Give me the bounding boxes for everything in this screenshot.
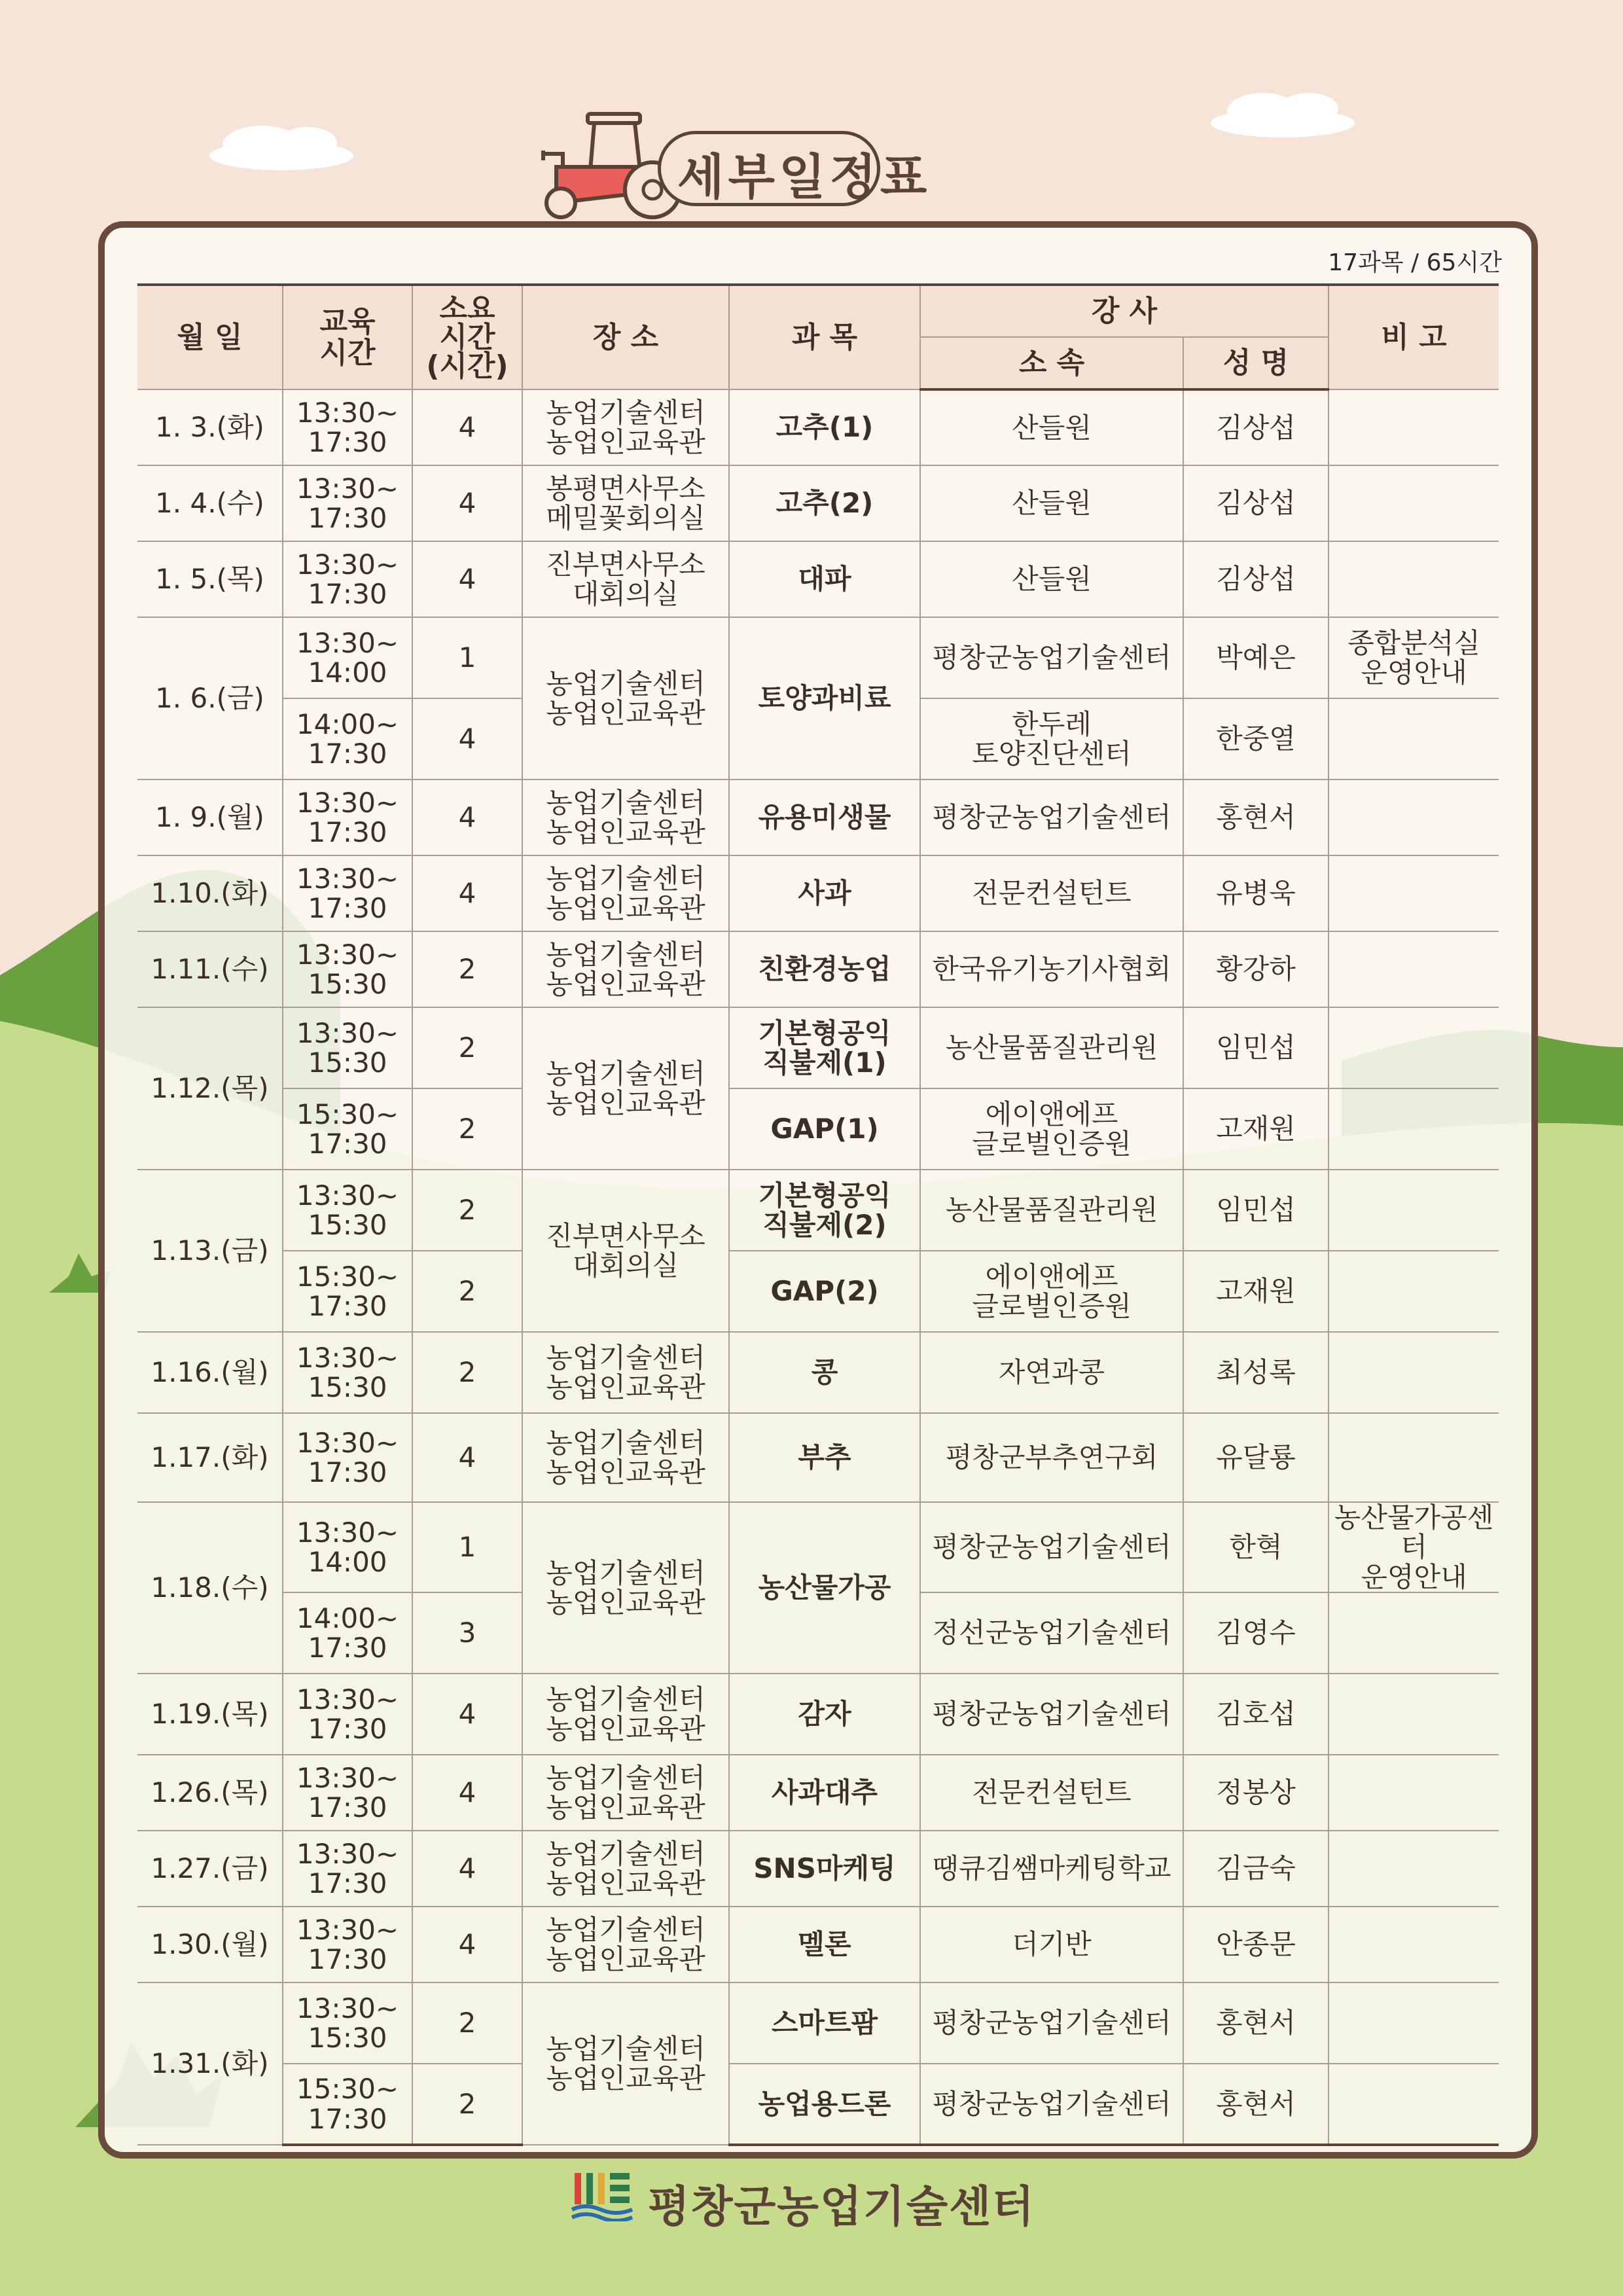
table-row [137, 931, 1499, 1007]
table-row [137, 1332, 1499, 1413]
cell-place: 진부면사무소 대회의실 [522, 541, 729, 617]
table-row [137, 1088, 1499, 1170]
cell-name: 유달룡 [1183, 1413, 1329, 1502]
cell-place: 농업기술센터 농업인교육관 [522, 1831, 729, 1907]
cell-hours: 4 [412, 855, 522, 931]
cell-note [1329, 1170, 1499, 1251]
header-subject: 과 목 [729, 285, 920, 389]
cell-subject: 고추(1) [729, 389, 920, 465]
cell-time: 13:30~ 14:00 [283, 617, 412, 698]
cell-org: 한국유기농기사협회 [920, 931, 1183, 1007]
cell-time: 14:00~ 17:30 [283, 1592, 412, 1674]
cell-name: 한중열 [1183, 698, 1329, 780]
cell-date: 1.26.(목) [137, 1755, 283, 1831]
cell-name: 홍현서 [1183, 780, 1329, 855]
cell-date: 1.11.(수) [137, 931, 283, 1007]
cell-hours: 3 [412, 1592, 522, 1674]
cell-hours: 4 [412, 389, 522, 465]
table-row [137, 617, 1499, 698]
cell-subject: 유용미생물 [729, 780, 920, 855]
table-row [137, 1007, 1499, 1088]
cell-place: 농업기술센터 농업인교육관 [522, 855, 729, 931]
cell-time: 15:30~ 17:30 [283, 1251, 412, 1332]
cell-name: 김호섭 [1183, 1674, 1329, 1755]
cell-hours: 2 [412, 1007, 522, 1088]
cell-subject: 사과 [729, 855, 920, 931]
cell-note [1329, 1592, 1499, 1674]
cell-org: 정선군농업기술센터 [920, 1592, 1183, 1674]
cell-subject: 멜론 [729, 1907, 920, 1982]
cell-subject: GAP(2) [729, 1251, 920, 1332]
cell-subject: 감자 [729, 1674, 920, 1755]
cell-date: 1. 5.(목) [137, 541, 283, 617]
course-summary: 17과목 / 65시간 [1328, 249, 1502, 276]
cell-place: 농업기술센터 농업인교육관 [522, 1982, 729, 2145]
cell-note [1329, 931, 1499, 1007]
cell-org: 땡큐김쌤마케팅학교 [920, 1831, 1183, 1907]
cell-note [1329, 1982, 1499, 2064]
cell-hours: 2 [412, 1088, 522, 1170]
cell-hours: 1 [412, 1502, 522, 1592]
cell-name: 김상섭 [1183, 389, 1329, 465]
cell-hours: 2 [412, 1251, 522, 1332]
header-hours: 소요 시간 (시간) [412, 285, 522, 389]
schedule-body [137, 389, 1499, 2145]
cell-note [1329, 2064, 1499, 2145]
cell-place: 농업기술센터 농업인교육관 [522, 780, 729, 855]
cell-time: 13:30~ 17:30 [283, 855, 412, 931]
table-row [137, 465, 1499, 541]
cell-org: 더기반 [920, 1907, 1183, 1982]
cell-note [1329, 1332, 1499, 1413]
table-row [137, 1170, 1499, 1251]
cell-place: 농업기술센터 농업인교육관 [522, 931, 729, 1007]
cell-note [1329, 1755, 1499, 1831]
cell-name: 고재원 [1183, 1088, 1329, 1170]
cell-name: 최성록 [1183, 1332, 1329, 1413]
cell-time: 13:30~ 17:30 [283, 780, 412, 855]
cell-org: 평창군부추연구회 [920, 1413, 1183, 1502]
table-row [137, 1413, 1499, 1502]
cell-hours: 2 [412, 1170, 522, 1251]
cell-note: 농산물가공센터 운영안내 [1329, 1502, 1499, 1592]
cell-subject: GAP(1) [729, 1088, 920, 1170]
cell-note [1329, 1088, 1499, 1170]
cell-subject: 친환경농업 [729, 931, 920, 1007]
page-title: 세부일정표 [677, 149, 931, 206]
cell-time: 13:30~ 15:30 [283, 1982, 412, 2064]
cell-org: 평창군농업기술센터 [920, 2064, 1183, 2145]
cell-name: 임민섭 [1183, 1170, 1329, 1251]
table-row [137, 541, 1499, 617]
cell-org: 평창군농업기술센터 [920, 617, 1183, 698]
cell-time: 13:30~ 17:30 [283, 1413, 412, 1502]
cell-org: 평창군농업기술센터 [920, 780, 1183, 855]
cell-name: 황강하 [1183, 931, 1329, 1007]
cell-name: 임민섭 [1183, 1007, 1329, 1088]
cell-org: 한두레 토양진단센터 [920, 698, 1183, 780]
cell-note [1329, 1907, 1499, 1982]
header-org: 소 속 [920, 337, 1183, 389]
table-row [137, 1755, 1499, 1831]
footer-agency-name: 평창군농업기술센터 [648, 2181, 1035, 2232]
cell-org: 자연과콩 [920, 1332, 1183, 1413]
cell-subject: 스마트팜 [729, 1982, 920, 2064]
table-row [137, 2064, 1499, 2145]
table-row [137, 780, 1499, 855]
cell-place: 농업기술센터 농업인교육관 [522, 1413, 729, 1502]
cell-time: 15:30~ 17:30 [283, 1088, 412, 1170]
cell-hours: 2 [412, 1332, 522, 1413]
header-time: 교육 시간 [283, 285, 412, 389]
cell-place: 농업기술센터 농업인교육관 [522, 1332, 729, 1413]
cell-name: 김영수 [1183, 1592, 1329, 1674]
cell-note [1329, 780, 1499, 855]
cell-name: 홍현서 [1183, 1982, 1329, 2064]
title-banner [537, 105, 1008, 229]
table-row [137, 1502, 1499, 1592]
cell-subject: 기본형공익 직불제(2) [729, 1170, 920, 1251]
cell-date: 1. 4.(수) [137, 465, 283, 541]
cell-place: 농업기술센터 농업인교육관 [522, 1502, 729, 1674]
cell-time: 13:30~ 15:30 [283, 1170, 412, 1251]
cell-hours: 4 [412, 698, 522, 780]
cell-hours: 4 [412, 1831, 522, 1907]
cell-hours: 4 [412, 465, 522, 541]
header-name: 성 명 [1183, 337, 1329, 389]
cell-time: 14:00~ 17:30 [283, 698, 412, 780]
cell-date: 1.30.(월) [137, 1907, 283, 1982]
cell-org: 산들원 [920, 389, 1183, 465]
cell-date: 1.12.(목) [137, 1007, 283, 1170]
header-place: 장 소 [522, 285, 729, 389]
cell-place: 농업기술센터 농업인교육관 [522, 1674, 729, 1755]
cell-time: 13:30~ 17:30 [283, 1755, 412, 1831]
cell-place: 농업기술센터 농업인교육관 [522, 1755, 729, 1831]
cell-hours: 4 [412, 1907, 522, 1982]
cell-note [1329, 389, 1499, 465]
cell-subject: 사과대추 [729, 1755, 920, 1831]
cell-subject: 고추(2) [729, 465, 920, 541]
cell-note [1329, 1831, 1499, 1907]
table-row [137, 389, 1499, 465]
cell-time: 13:30~ 17:30 [283, 1907, 412, 1982]
cell-time: 13:30~ 15:30 [283, 1007, 412, 1088]
cell-name: 김상섭 [1183, 541, 1329, 617]
cell-subject: SNS마케팅 [729, 1831, 920, 1907]
cell-note [1329, 541, 1499, 617]
cell-place: 농업기술센터 농업인교육관 [522, 1907, 729, 1982]
cell-time: 13:30~ 14:00 [283, 1502, 412, 1592]
cell-hours: 4 [412, 1755, 522, 1831]
cell-place: 봉평면사무소 메밀꽃회의실 [522, 465, 729, 541]
cell-place: 농업기술센터 농업인교육관 [522, 617, 729, 780]
agency-logo-icon [569, 2169, 635, 2221]
table-row [137, 1251, 1499, 1332]
cell-org: 산들원 [920, 541, 1183, 617]
cell-name: 고재원 [1183, 1251, 1329, 1332]
cell-note [1329, 1674, 1499, 1755]
cell-time: 13:30~ 17:30 [283, 541, 412, 617]
cell-subject: 농산물가공 [729, 1502, 920, 1674]
cell-hours: 2 [412, 931, 522, 1007]
cell-hours: 4 [412, 541, 522, 617]
cell-place: 농업기술센터 농업인교육관 [522, 1007, 729, 1170]
cell-date: 1. 6.(금) [137, 617, 283, 780]
header-note: 비 고 [1329, 285, 1499, 389]
cell-org: 전문컨설턴트 [920, 855, 1183, 931]
cell-hours: 4 [412, 780, 522, 855]
cell-hours: 1 [412, 617, 522, 698]
cell-hours: 4 [412, 1413, 522, 1502]
cell-note [1329, 1251, 1499, 1332]
cell-note [1329, 1413, 1499, 1502]
cell-note [1329, 1007, 1499, 1088]
cell-date: 1.31.(화) [137, 1982, 283, 2145]
schedule-table [137, 283, 1499, 2146]
cell-time: 13:30~ 17:30 [283, 1674, 412, 1755]
cell-date: 1.13.(금) [137, 1170, 283, 1332]
cell-org: 에이앤에프 글로벌인증원 [920, 1088, 1183, 1170]
cell-time: 15:30~ 17:30 [283, 2064, 412, 2145]
cell-name: 유병욱 [1183, 855, 1329, 931]
cell-time: 13:30~ 17:30 [283, 389, 412, 465]
cell-date: 1.27.(금) [137, 1831, 283, 1907]
cell-note [1329, 698, 1499, 780]
cell-date: 1.16.(월) [137, 1332, 283, 1413]
cell-hours: 2 [412, 1982, 522, 2064]
table-row [137, 855, 1499, 931]
cell-date: 1. 3.(화) [137, 389, 283, 465]
cell-name: 김금숙 [1183, 1831, 1329, 1907]
cell-date: 1. 9.(월) [137, 780, 283, 855]
footer-brand [563, 2166, 1060, 2232]
cell-hours: 4 [412, 1674, 522, 1755]
cell-org: 평창군농업기술센터 [920, 1982, 1183, 2064]
cell-date: 1.10.(화) [137, 855, 283, 931]
cell-hours: 2 [412, 2064, 522, 2145]
cell-date: 1.19.(목) [137, 1674, 283, 1755]
cell-org: 평창군농업기술센터 [920, 1502, 1183, 1592]
cell-note [1329, 465, 1499, 541]
cell-subject: 대파 [729, 541, 920, 617]
cell-name: 한혁 [1183, 1502, 1329, 1592]
cell-name: 김상섭 [1183, 465, 1329, 541]
cell-note: 종합분석실 운영안내 [1329, 617, 1499, 698]
cell-date: 1.17.(화) [137, 1413, 283, 1502]
cell-note [1329, 855, 1499, 931]
cell-org: 산들원 [920, 465, 1183, 541]
table-row [137, 1907, 1499, 1982]
cell-subject: 농업용드론 [729, 2064, 920, 2145]
schedule-card [98, 221, 1538, 2159]
cell-date: 1.18.(수) [137, 1502, 283, 1674]
cell-org: 평창군농업기술센터 [920, 1674, 1183, 1755]
cell-subject: 콩 [729, 1332, 920, 1413]
cell-org: 농산물품질관리원 [920, 1170, 1183, 1251]
cell-name: 홍현서 [1183, 2064, 1329, 2145]
cell-org: 에이앤에프 글로벌인증원 [920, 1251, 1183, 1332]
header-date: 월 일 [137, 285, 283, 389]
cell-name: 박예은 [1183, 617, 1329, 698]
cell-place: 농업기술센터 농업인교육관 [522, 389, 729, 465]
cell-org: 전문컨설턴트 [920, 1755, 1183, 1831]
cell-subject: 기본형공익 직불제(1) [729, 1007, 920, 1088]
cell-name: 정봉상 [1183, 1755, 1329, 1831]
table-row [137, 1831, 1499, 1907]
table-row [137, 1674, 1499, 1755]
table-row [137, 1982, 1499, 2064]
cell-place: 진부면사무소 대회의실 [522, 1170, 729, 1332]
cell-time: 13:30~ 17:30 [283, 1831, 412, 1907]
cell-subject: 토양과비료 [729, 617, 920, 780]
cell-subject: 부추 [729, 1413, 920, 1502]
cell-time: 13:30~ 15:30 [283, 1332, 412, 1413]
cell-org: 농산물품질관리원 [920, 1007, 1183, 1088]
cell-time: 13:30~ 17:30 [283, 465, 412, 541]
header-instructor: 강 사 [920, 285, 1329, 337]
cell-time: 13:30~ 15:30 [283, 931, 412, 1007]
cell-name: 안종문 [1183, 1907, 1329, 1982]
